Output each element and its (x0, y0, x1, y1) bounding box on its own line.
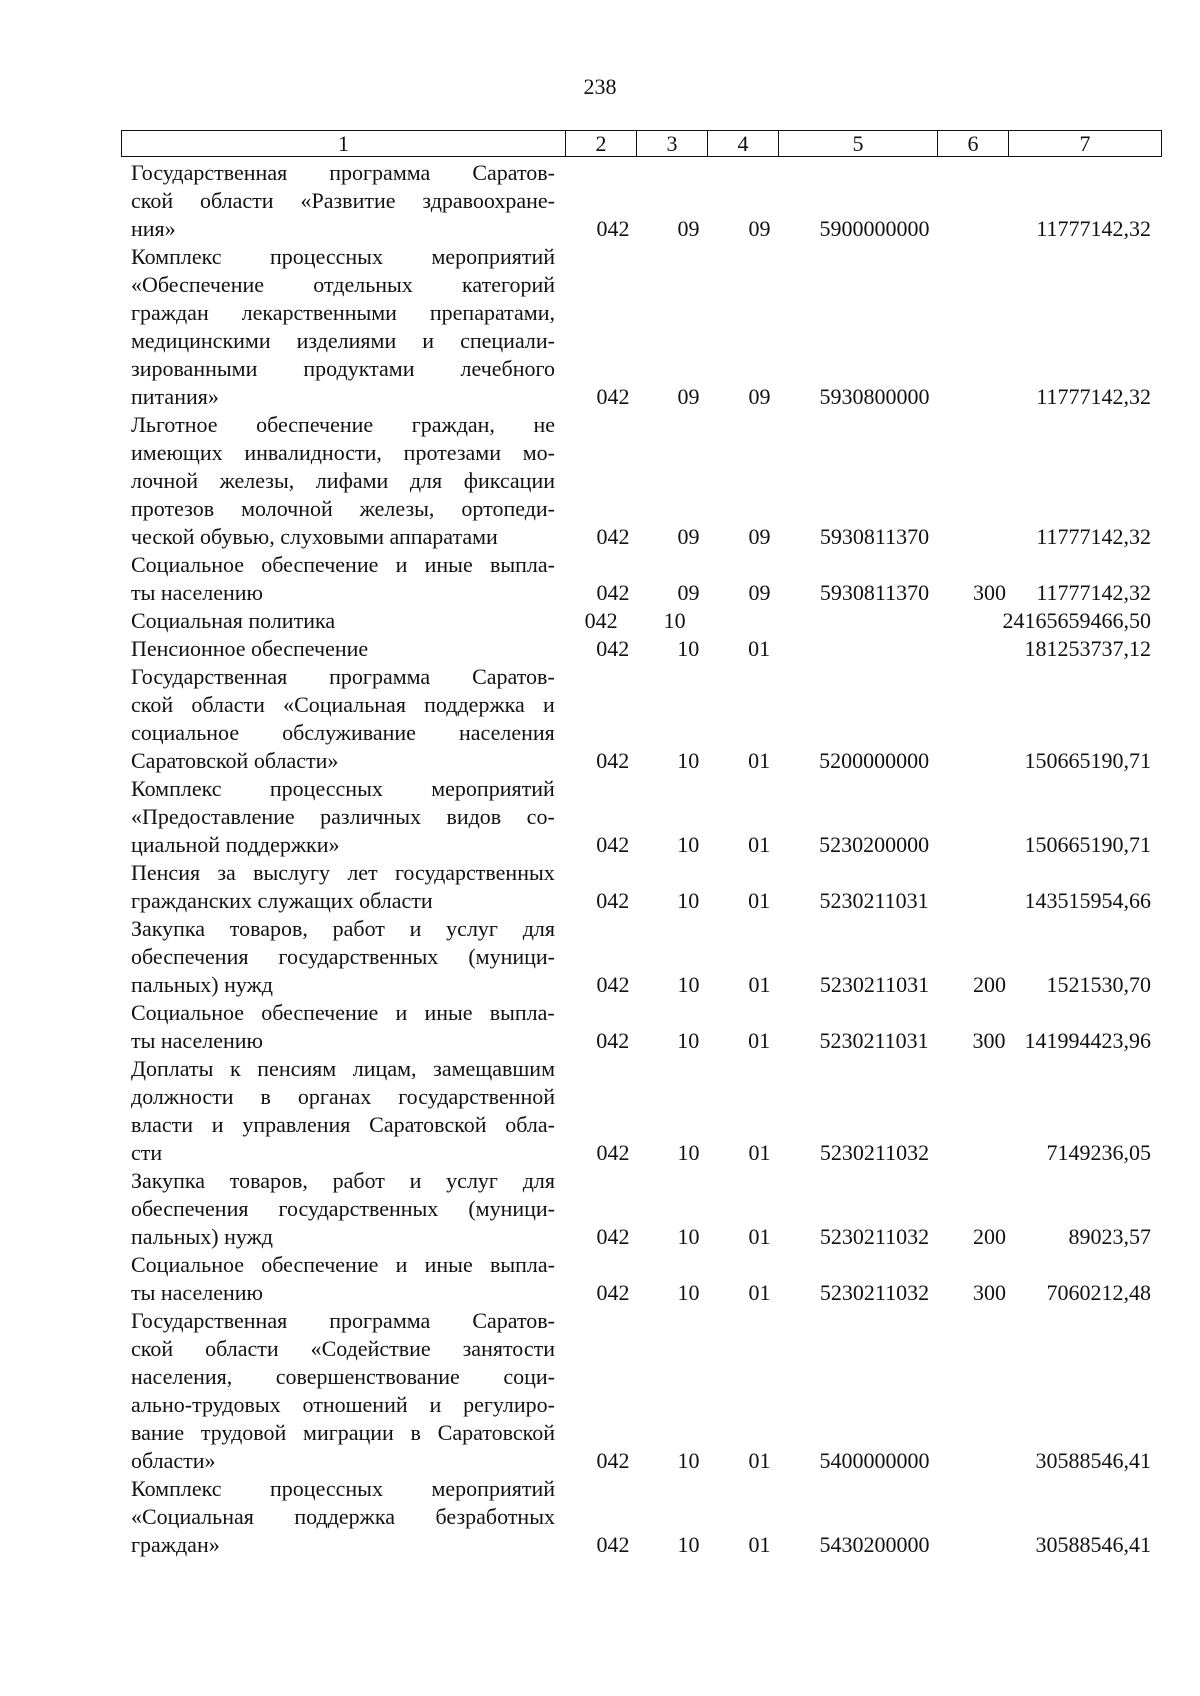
row-name-line: Закупка товаров, работ и услуг для (131, 1168, 555, 1193)
cell-col-5: 5200000000 (819, 748, 930, 773)
row-name-line: Доплаты к пенсиям лицам, замещавшим (131, 1056, 555, 1081)
cell-col-4: 09 (748, 524, 771, 549)
row-name (131, 1475, 555, 1559)
header-col-5: 5 (779, 131, 938, 156)
header-col-2: 2 (566, 131, 637, 156)
row-name-line: «Социальная поддержка безработных (131, 1504, 555, 1529)
table-row (131, 1055, 1151, 1167)
row-name (131, 411, 555, 551)
table-row (131, 159, 1151, 243)
cell-col-3: 10 (677, 1532, 700, 1557)
row-name-line: Комплекс процессных мероприятий (131, 244, 555, 269)
table-row (131, 1167, 1151, 1251)
table-row (131, 663, 1151, 775)
row-name-line: Социальное обеспечение и иные выпла- (131, 552, 555, 577)
row-name-line: Пенсионное обеспечение (131, 636, 369, 661)
row-name-line: должности в органах государственной (131, 1084, 555, 1109)
cell-col-4: 09 (748, 216, 771, 241)
header-col-6: 6 (938, 131, 1009, 156)
cell-col-3: 09 (677, 580, 700, 605)
cell-col-3: 10 (677, 748, 700, 773)
cell-col-3: 10 (677, 636, 700, 661)
cell-col-2: 042 (584, 608, 618, 633)
row-name-line: зированными продуктами лечебного (131, 356, 555, 381)
row-name (131, 915, 555, 999)
cell-col-7: 150665190,71 (1024, 832, 1151, 857)
cell-col-7: 11777142,32 (1036, 384, 1151, 409)
row-name-line: Государственная программа Саратов- (131, 1308, 555, 1333)
row-name (131, 607, 544, 635)
row-name-line: Комплекс процессных мероприятий (131, 1476, 555, 1501)
row-name-line: власти и управления Саратовской обла- (131, 1112, 555, 1137)
row-name-line: циальной поддержки» (131, 832, 340, 857)
row-name-line: ской области «Развитие здравоохране- (131, 188, 555, 213)
cell-col-3: 10 (677, 1224, 700, 1249)
row-name (131, 775, 555, 859)
cell-col-5: 5930800000 (819, 384, 930, 409)
cell-col-2: 042 (596, 748, 630, 773)
cell-col-4: 01 (748, 972, 771, 997)
table-row (131, 999, 1151, 1055)
row-name (131, 663, 555, 775)
row-name-line: пальных) нужд (131, 1224, 274, 1249)
table-body (131, 159, 1151, 1559)
cell-col-6: 300 (972, 1028, 1006, 1053)
cell-col-4: 01 (748, 1028, 771, 1053)
row-name (131, 159, 555, 243)
row-name-line: имеющих инвалидности, протезами мо- (131, 440, 555, 465)
table-row (131, 1251, 1151, 1307)
row-name-line: ально-трудовых отношений и регулиро- (131, 1392, 555, 1417)
cell-col-5: 5230211031 (819, 1028, 929, 1053)
cell-col-4: 01 (748, 1140, 771, 1165)
row-name (131, 859, 555, 915)
row-name (131, 551, 555, 607)
table-row (131, 1307, 1151, 1475)
row-name-line: пальных) нужд (131, 972, 274, 997)
cell-col-3: 10 (663, 608, 686, 633)
cell-col-5: 5230211032 (819, 1280, 930, 1305)
cell-col-3: 09 (677, 216, 700, 241)
cell-col-4: 01 (748, 1224, 771, 1249)
row-name-line: Льготное обеспечение граждан, не (131, 412, 555, 437)
cell-col-4: 01 (748, 748, 771, 773)
page-number: 238 (583, 74, 617, 99)
row-name-line: ческой обувью, слуховыми аппаратами (131, 524, 498, 549)
table-row (131, 1475, 1151, 1559)
cell-col-6: 200 (973, 1224, 1006, 1249)
cell-col-4: 01 (748, 888, 771, 913)
cell-col-7: 181253737,12 (1024, 636, 1151, 661)
cell-col-2: 042 (596, 1280, 630, 1305)
header-col-4: 4 (708, 131, 779, 156)
cell-col-2: 042 (596, 216, 630, 241)
cell-col-2: 042 (596, 1140, 630, 1165)
row-name (131, 243, 555, 411)
cell-col-6: 200 (973, 972, 1006, 997)
row-name-line: вание трудовой миграции в Саратовской (131, 1420, 555, 1445)
cell-col-4: 01 (748, 832, 771, 857)
cell-col-5: 5230211031 (819, 972, 930, 997)
cell-col-2: 042 (596, 384, 630, 409)
row-name-line: населения, совершенствование соци- (131, 1364, 555, 1389)
cell-col-4: 01 (748, 1448, 771, 1473)
cell-col-3: 10 (677, 832, 700, 857)
table-header (121, 130, 1162, 157)
row-name-line: питания» (131, 384, 219, 409)
cell-col-4: 09 (748, 580, 771, 605)
cell-col-4: 09 (748, 384, 771, 409)
row-name-line: ской области «Социальная поддержка и (131, 692, 555, 717)
cell-col-7: 150665190,71 (1024, 748, 1151, 773)
cell-col-5: 5900000000 (819, 216, 930, 241)
cell-col-4: 01 (748, 636, 771, 661)
row-name (131, 1055, 555, 1167)
table-row (131, 411, 1151, 551)
cell-col-2: 042 (596, 832, 630, 857)
row-name-line: граждан» (131, 1532, 220, 1557)
cell-col-2: 042 (596, 1448, 630, 1473)
cell-col-5: 5230211032 (819, 1224, 930, 1249)
cell-col-7: 1521530,70 (1046, 972, 1151, 997)
cell-col-7: 30588546,41 (1035, 1448, 1151, 1473)
row-name-line: гражданских служащих области (131, 888, 433, 913)
cell-col-5: 5930811370 (819, 580, 930, 605)
cell-col-3: 10 (677, 972, 700, 997)
cell-col-2: 042 (596, 1532, 630, 1557)
cell-col-7: 30588546,41 (1035, 1532, 1151, 1557)
row-name-line: Комплекс процессных мероприятий (131, 776, 555, 801)
row-name-line: социальное обслуживание населения (131, 720, 555, 745)
cell-col-5: 5430200000 (819, 1532, 930, 1557)
row-name-line: Саратовской области» (131, 748, 339, 773)
cell-col-6: 300 (973, 1280, 1006, 1305)
row-name-line: Социальная политика (131, 608, 336, 633)
row-name-line: «Обеспечение отдельных категорий (131, 272, 555, 297)
cell-col-7: 7060212,48 (1046, 1280, 1151, 1305)
row-name-line: протезов молочной железы, ортопеди- (131, 496, 555, 521)
cell-col-2: 042 (596, 1028, 630, 1053)
cell-col-7: 24165659466,50 (1002, 608, 1151, 633)
row-name (131, 1167, 555, 1251)
cell-col-5: 5930811370 (819, 524, 930, 549)
row-name (131, 1251, 555, 1307)
cell-col-4: 01 (748, 1280, 771, 1305)
row-name-line: граждан лекарственными препаратами, (131, 300, 555, 325)
table-row (131, 775, 1151, 859)
row-name-line: «Предоставление различных видов со- (131, 804, 555, 829)
cell-col-7: 11777142,32 (1036, 524, 1151, 549)
row-name-line: ты населению (131, 1280, 263, 1305)
cell-col-3: 09 (677, 384, 700, 409)
cell-col-3: 10 (677, 888, 700, 913)
row-name (131, 1307, 555, 1475)
cell-col-2: 042 (596, 580, 630, 605)
row-name-line: Закупка товаров, работ и услуг для (131, 916, 555, 941)
cell-col-2: 042 (596, 972, 630, 997)
cell-col-5: 5230200000 (819, 832, 930, 857)
table-row (131, 915, 1151, 999)
cell-col-5: 5230211031 (819, 888, 929, 913)
cell-col-7: 141994423,96 (1024, 1028, 1151, 1053)
cell-col-5: 5230211032 (819, 1140, 930, 1165)
cell-col-7: 11777142,32 (1036, 216, 1151, 241)
header-col-3: 3 (637, 131, 708, 156)
row-name-line: Пенсия за выслугу лет государственных (131, 860, 555, 885)
row-name-line: области» (131, 1448, 216, 1473)
row-name-line: ты населению (131, 580, 263, 605)
header-col-7: 7 (1079, 131, 1091, 156)
row-name-line: обеспечения государственных (муници- (131, 944, 555, 969)
row-name-line: ты населению (131, 1028, 263, 1053)
cell-col-4: 01 (748, 1532, 771, 1557)
row-name (131, 999, 555, 1055)
row-name-line: обеспечения государственных (муници- (131, 1196, 555, 1221)
table-row (131, 635, 1151, 663)
row-name-line: лочной железы, лифами для фиксации (131, 468, 555, 493)
table-row (131, 859, 1151, 915)
row-name-line: Социальное обеспечение и иные выпла- (131, 1252, 555, 1277)
cell-col-6: 300 (973, 580, 1006, 605)
cell-col-7: 11777142,32 (1036, 580, 1151, 605)
row-name-line: Социальное обеспечение и иные выпла- (131, 1000, 555, 1025)
cell-col-7: 89023,57 (1068, 1224, 1151, 1249)
table-row (131, 551, 1151, 607)
cell-col-3: 10 (677, 1280, 700, 1305)
header-col-1: 1 (122, 131, 566, 156)
cell-col-3: 10 (677, 1448, 700, 1473)
cell-col-2: 042 (596, 524, 630, 549)
cell-col-5: 5400000000 (819, 1448, 930, 1473)
cell-col-7: 7149236,05 (1046, 1140, 1151, 1165)
cell-col-3: 10 (677, 1140, 700, 1165)
cell-col-2: 042 (596, 636, 630, 661)
cell-col-7: 143515954,66 (1024, 888, 1151, 913)
row-name (131, 635, 555, 663)
row-name-line: Государственная программа Саратов- (131, 160, 555, 185)
cell-col-3: 10 (677, 1028, 700, 1053)
cell-col-2: 042 (596, 1224, 630, 1249)
row-name-line: Государственная программа Саратов- (131, 664, 555, 689)
row-name-line: сти (131, 1140, 163, 1165)
row-name-line: ской области «Содействие занятости (131, 1336, 555, 1361)
table-row (131, 243, 1151, 411)
cell-col-2: 042 (596, 888, 630, 913)
row-name-line: медицинскими изделиями и специали- (131, 328, 555, 353)
cell-col-3: 09 (677, 524, 700, 549)
row-name-line: ния» (131, 216, 176, 241)
table-row (131, 607, 1151, 635)
